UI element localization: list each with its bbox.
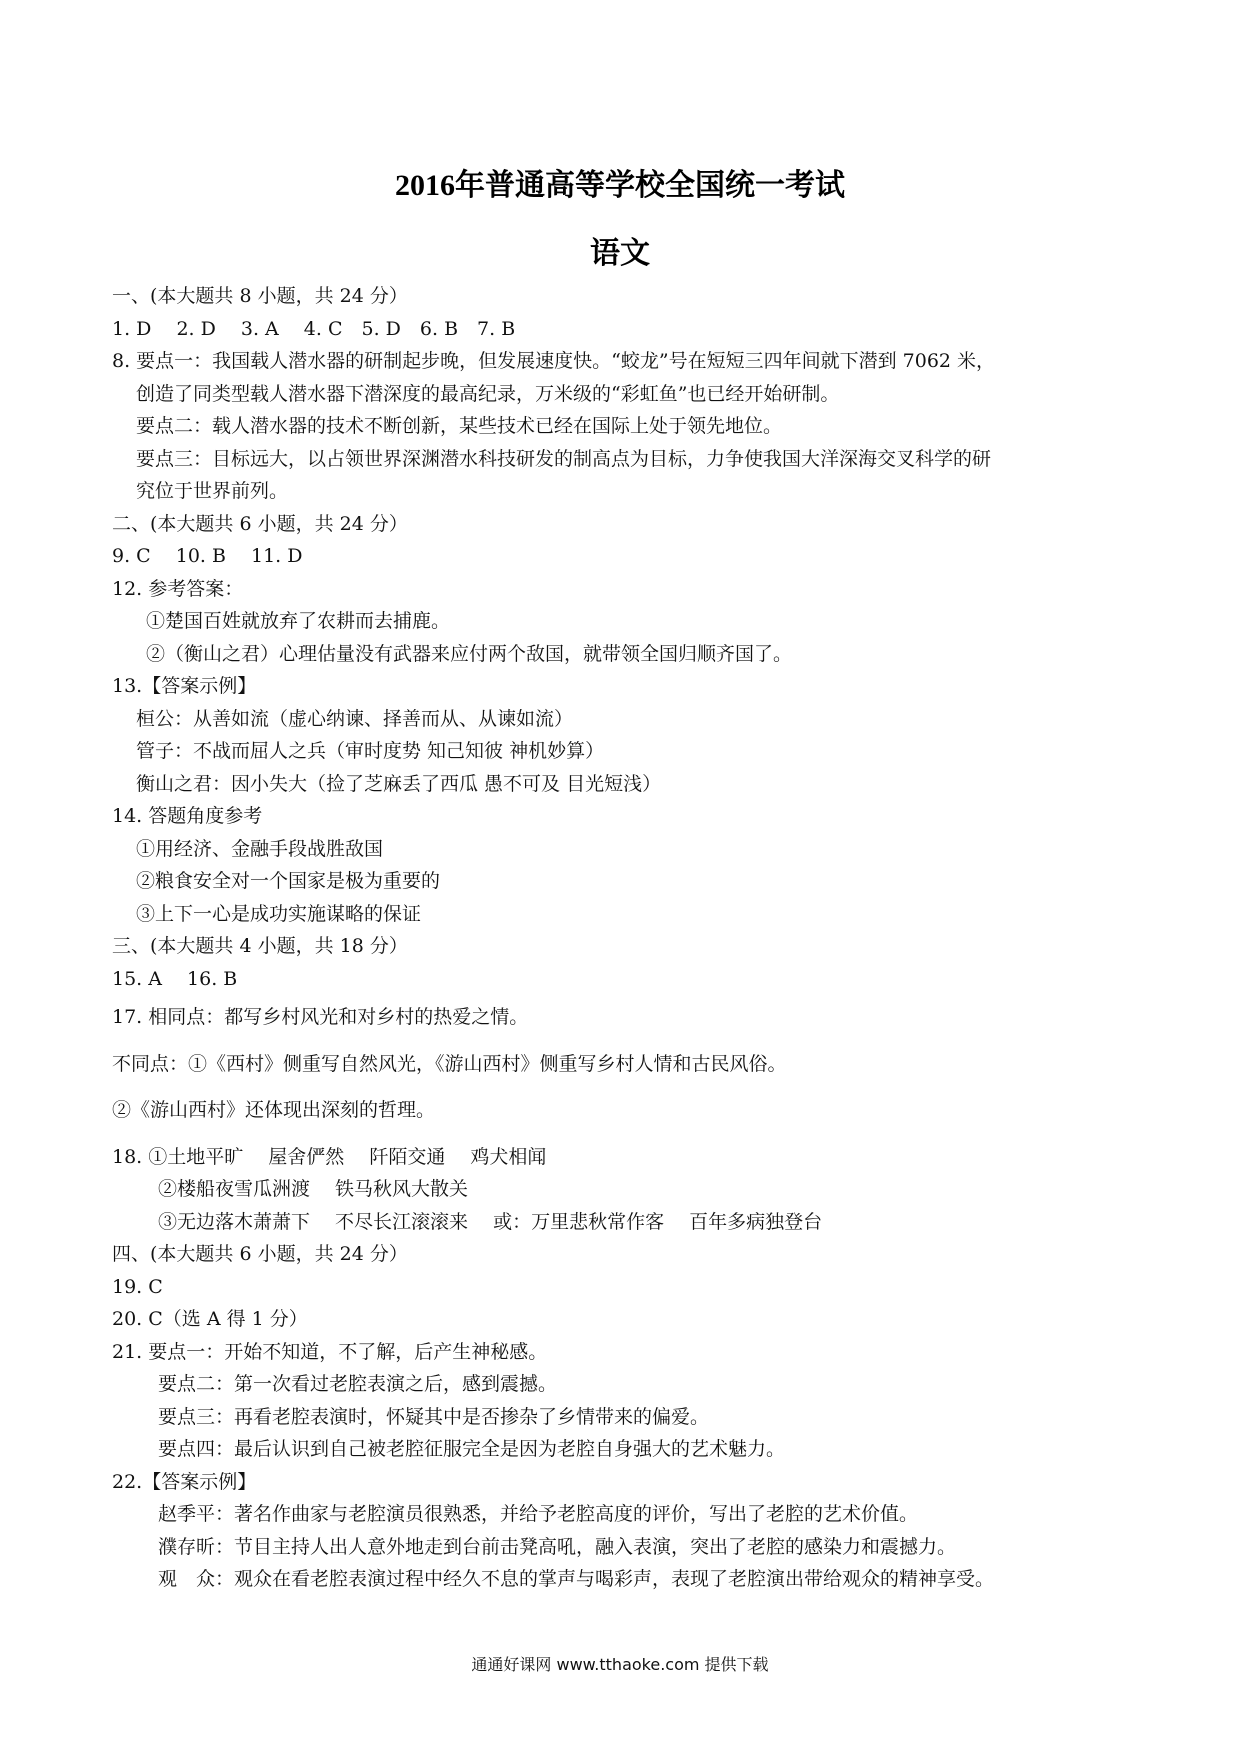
answer-line: 桓公：从善如流（虚心纳谏、择善而从、从谏如流） [136,707,574,730]
answer-line: 20. C（选 A 得 1 分） [112,1308,308,1330]
answer-line: 濮存昕：节目主持人出人意外地走到台前击凳高吼，融入表演，突出了老腔的感染力和震撼力。 [158,1535,957,1558]
answer-line: ①用经济、金融手段战胜敌国 [136,837,384,860]
answer-line: ①楚国百姓就放弃了农耕而去捕鹿。 [146,610,451,632]
answer-line: 要点三：目标远大，以占领世界深渊潜水科技研发的制高点为目标，力争使我国大洋深海交叉科学的研 [136,447,992,470]
answer-line: ③上下一心是成功实施谋略的保证 [136,902,422,925]
answer-line: 管子：不战而屈人之兵（审时度势 知己知彼 神机妙算） [136,740,605,762]
answer-line: 1. D 2. D 3. A 4. C 5. D 6. B 7. B [112,317,516,340]
answer-line: 创造了同类型载人潜水器下潜深度的最高纪录，万米级的“彩虹鱼”也已经开始研制。 [136,382,840,405]
answer-line: 9. C 10. B 11. D [112,545,303,567]
answer-content [112,280,1142,1596]
answer-line: 究位于世界前列。 [136,480,289,502]
subject-title: 语文 [590,237,650,270]
answer-line: 衡山之君：因小失大（捡了芝麻丢了西瓜 愚不可及 目光短浅） [136,772,662,795]
answer-line: 要点二：载人潜水器的技术不断创新，某些技术已经在国际上处于领先地位。 [136,415,783,437]
answer-line: 要点二：第一次看过老腔表演之后，感到震撼。 [158,1373,558,1395]
answer-line: 不同点：①《西村》侧重写自然风光，《游山西村》侧重写乡村人情和古民风俗。 [112,1052,787,1075]
answer-line: ②粮食安全对一个国家是极为重要的 [136,870,441,892]
answer-line: 12. 参考答案： [112,577,244,600]
answer-line: 14. 答题角度参考 [112,805,263,827]
answer-line: 21. 要点一：开始不知道，不了解，后产生神秘感。 [112,1340,548,1363]
answer-line: 18. ①土地平旷 屋舍俨然 阡陌交通 鸡犬相闻 [112,1145,547,1168]
answer-line: ②（衡山之君）心理估量没有武器来应付两个敌国，就带领全国归顺齐国了。 [146,642,793,665]
answer-line: 三、(本大题共 4 小题，共 18 分） [112,935,408,957]
answer-line: 观 众：观众在看老腔表演过程中经久不息的掌声与喝彩声，表现了老腔演出带给观众的精神享受。 [158,1568,995,1590]
answer-line: 四、(本大题共 6 小题，共 24 分） [112,1243,408,1265]
answer-line: ②楼船夜雪瓜洲渡 铁马秋风大散关 [158,1178,469,1200]
answer-line: ③无边落木萧萧下 不尽长江滚滚来 或：万里悲秋常作客 百年多病独登台 [158,1210,823,1233]
exam-title: 2016年普通高等学校全国统一考试 [395,169,845,202]
answer-line: 22.【答案示例】 [112,1470,257,1493]
answer-line: ②《游山西村》还体现出深刻的哲理。 [112,1099,436,1121]
answer-line: 13.【答案示例】 [112,675,257,697]
footer-download-note: 通通好课网 www.tthaoke.com 提供下载 [471,1655,769,1674]
answer-line: 二、(本大题共 6 小题，共 24 分） [112,512,408,535]
answer-line: 15. A 16. B [112,967,238,990]
answer-line: 8. 要点一：我国载人潜水器的研制起步晚，但发展速度快。“蛟龙”号在短短三四年间就下潜到 7062 米， [112,350,996,372]
answer-line: 19. C [112,1275,163,1298]
answer-line: 要点三：再看老腔表演时，怀疑其中是否掺杂了乡情带来的偏爱。 [158,1405,710,1428]
answer-line: 一、(本大题共 8 小题，共 24 分） [112,285,408,307]
answer-line: 赵季平：著名作曲家与老腔演员很熟悉，并给予老腔高度的评价，写出了老腔的艺术价值。 [158,1503,919,1525]
answer-line: 17. 相同点：都写乡村风光和对乡村的热爱之情。 [112,1006,529,1028]
answer-line: 要点四：最后认识到自己被老腔征服完全是因为老腔自身强大的艺术魅力。 [158,1438,786,1460]
